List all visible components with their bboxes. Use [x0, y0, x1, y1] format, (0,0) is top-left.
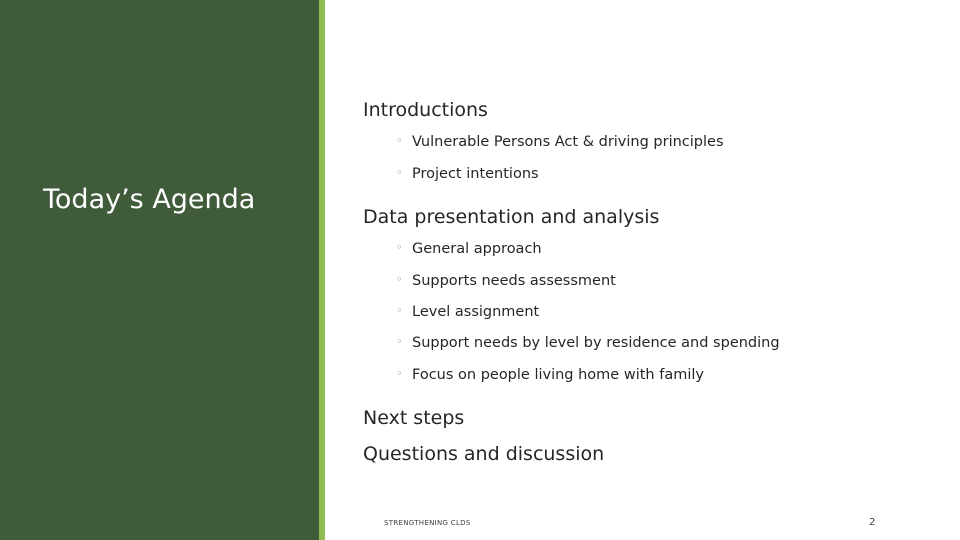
- agenda-subitem-label: Supports needs assessment: [412, 273, 616, 289]
- ring-bullet-icon: ◦: [396, 241, 403, 254]
- accent-bar: [319, 0, 325, 540]
- agenda-subitem: [396, 166, 539, 182]
- footer-text: STRENGTHENING CLDS: [384, 519, 471, 527]
- ring-bullet-icon: ◦: [396, 134, 403, 147]
- agenda-subitem-label: Focus on people living home with family: [412, 367, 704, 383]
- agenda-item-introductions: Introductions: [363, 99, 488, 121]
- agenda-list: [363, 0, 943, 540]
- agenda-item-data-presentation: Data presentation and analysis: [363, 206, 660, 228]
- agenda-subitem: [396, 134, 724, 150]
- title-panel: [0, 0, 319, 540]
- agenda-item-questions: Questions and discussion: [363, 443, 605, 465]
- agenda-subitem: [396, 241, 542, 257]
- agenda-subitem-label: Support needs by level by residence and spending: [412, 335, 780, 351]
- agenda-subitem-label: Vulnerable Persons Act & driving principles: [412, 134, 724, 150]
- agenda-subitem: [396, 273, 616, 289]
- ring-bullet-icon: ◦: [396, 367, 403, 380]
- ring-bullet-icon: ◦: [396, 335, 403, 348]
- ring-bullet-icon: ◦: [396, 166, 403, 179]
- agenda-subitem-label: Level assignment: [412, 304, 540, 320]
- agenda-subitem: [396, 367, 704, 383]
- agenda-subitem-label: General approach: [412, 241, 542, 257]
- ring-bullet-icon: ◦: [396, 273, 403, 286]
- agenda-subitem: [396, 304, 539, 320]
- agenda-subitem: [396, 335, 780, 351]
- slide-title: Today’s Agenda: [43, 184, 256, 215]
- agenda-item-next-steps: Next steps: [363, 407, 465, 429]
- ring-bullet-icon: ◦: [396, 304, 403, 317]
- page-number: 2: [869, 517, 876, 528]
- agenda-subitem-label: Project intentions: [412, 166, 539, 182]
